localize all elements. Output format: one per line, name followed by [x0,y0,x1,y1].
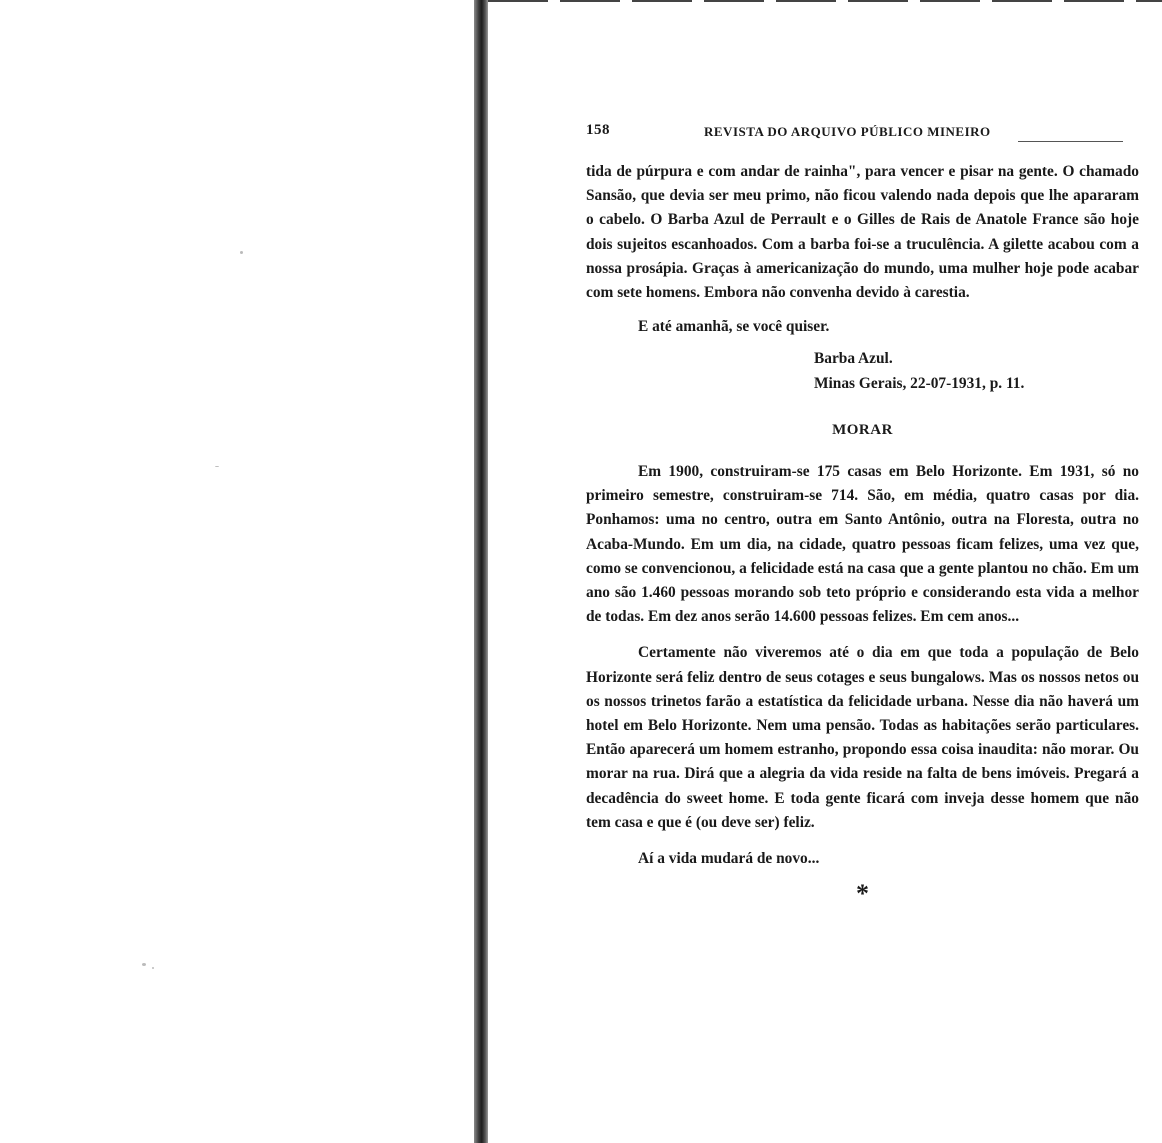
paper-speck [152,967,154,969]
paragraph-1: Em 1900, construiram-se 175 casas em Belo Horizonte. Em 1931, só no primeiro semestre, construiram-se 714. São, em média, quatro casas por dia. Ponhamos: uma no centro, outra em Santo Antônio, outra na Floresta, outra no Acaba-Mundo. Em um dia, na cidade, quatro pessoas ficam felizes, uma vez que, como se convencionou, a felicidade está na casa que a gente plantou no chão. Em um ano são 1.460 pessoas morando sob teto próprio e considerando esta vida a melhor de todas. Em dez anos serão 14.600 pessoas felizes. Em cem anos... [586,463,1139,626]
paper-speck [215,466,219,467]
end-asterisk: * [856,879,869,909]
page-number: 158 [586,122,610,138]
journal-title: REVISTA DO ARQUIVO PÚBLICO MINEIRO [704,124,991,139]
signature-name: Barba Azul. [814,350,893,368]
paper-speck [240,251,243,254]
paragraph-2: Certamente não viveremos até o dia em que toda a população de Belo Horizonte será feliz dentro de seus cotages e seus bungalows. Mas os nossos netos ou os nossos trinetos farão a estatística da felicidade urbana. Nesse dia não haverá um hotel em Belo Horizonte. Nem uma pensão. Todas as habitações serão particulares. Então aparecerá um homem estranho, propondo essa coisa inaudita: não morar. Ou morar na rua. Dirá que a alegria da vida reside na falta de bens imóveis. Pregará a decadência do sweet home. E toda gente ficará com inveja desse homem que não tem casa e que é (ou deve ser) feliz. [586,644,1139,831]
right-page [488,0,1162,1143]
continued-paragraph: tida de púrpura e com andar de rainha", para vencer e pisar na gente. O chamado Sansão, que devia ser meu primo, não ficou valendo nada depois que lhe apararam o cabelo. O Barba Azul de Perrault e o Gilles de Rais de Anatole France são hoje dois sujeitos escanhoados. Com a barba foi-se a truculência. A gilette acabou com a nossa prosápia. Graças à americanização do mundo, uma mulher hoje pode acabar com sete homens. Embora não convenha devido à carestia. [586,163,1139,302]
left-blank-page [0,0,474,1143]
article-text [586,160,1139,909]
section-title: MORAR [832,421,893,438]
paragraph-3: Aí a vida mudará de novo... [638,850,820,868]
signature-source: Minas Gerais, 22-07-1931, p. 11. [814,374,1025,392]
header-rule [1018,141,1123,142]
paper-speck [142,963,146,966]
book-gutter [474,0,488,1143]
closing-line: E até amanhã, se você quiser. [638,318,830,336]
